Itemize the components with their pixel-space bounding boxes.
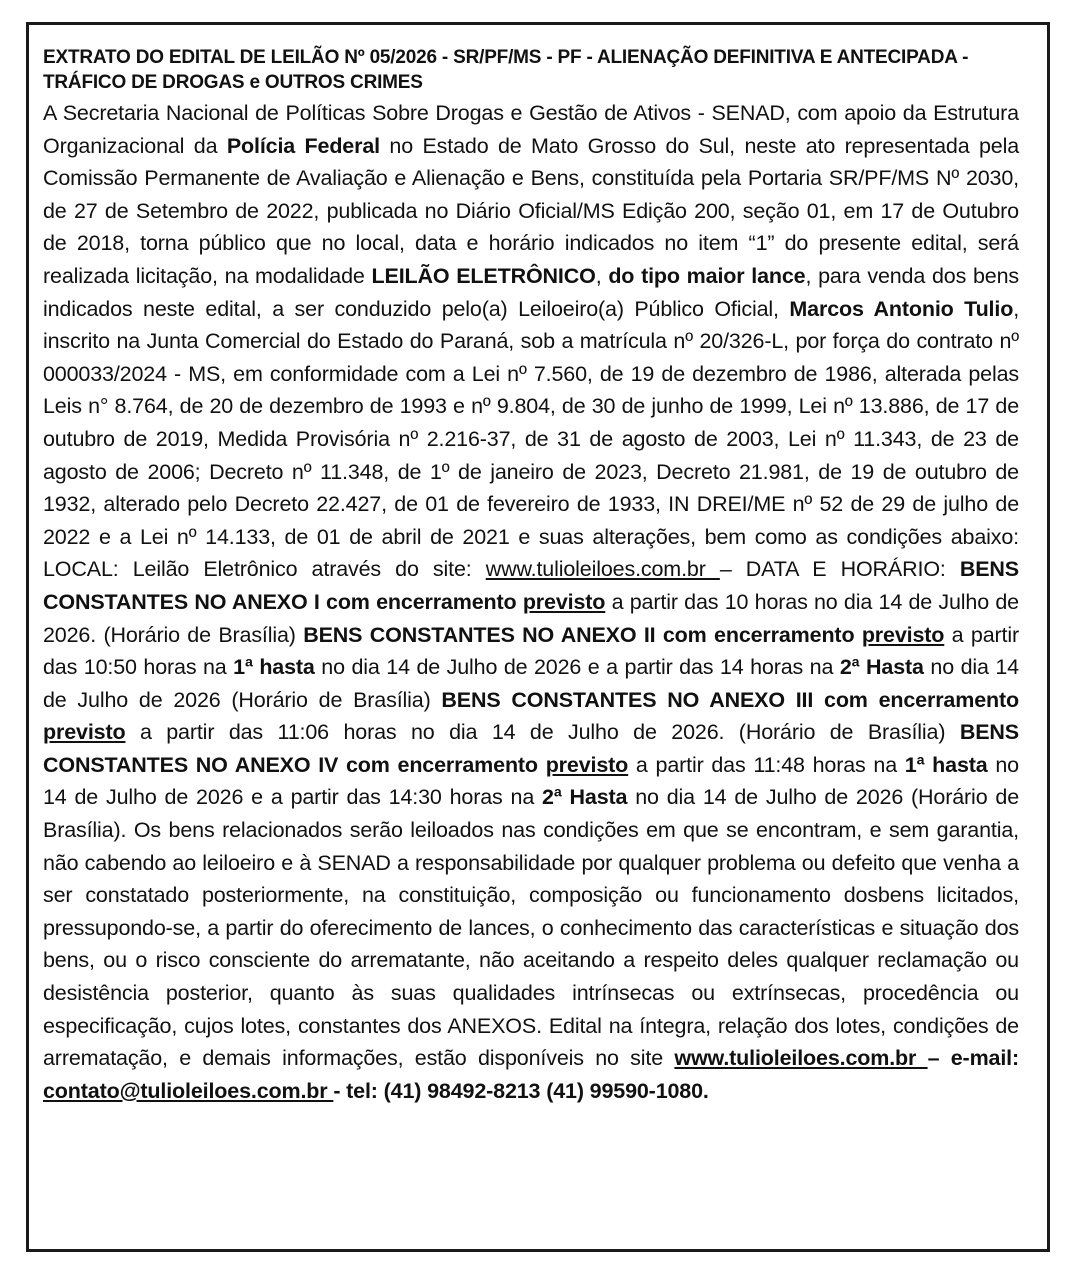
body-bold: BENS CONSTANTES NO ANEXO I com encerramento xyxy=(43,557,1019,614)
body-text: a partir das 10 horas no dia 14 de Julho de 2026. (Horário de Brasília) xyxy=(43,589,1019,647)
body-bold: BENS CONSTANTES NO ANEXO IV com encerramento xyxy=(43,720,1019,777)
body-bold: BENS CONSTANTES NO ANEXO III com encerramento xyxy=(441,687,1019,712)
website-link[interactable]: www.tulioleiloes.com.br xyxy=(485,557,720,582)
notice-frame xyxy=(26,22,1050,1252)
body-bold: 1ª hasta xyxy=(904,752,988,777)
body-bold-underline: previsto xyxy=(43,720,126,745)
email-label: – e-mail: xyxy=(927,1046,1019,1071)
body-text: a partir das 11:06 horas no dia 14 de Julho de 2026. (Horário de Brasília) xyxy=(125,720,960,745)
body-text: no dia 14 de Julho de 2026 (Horário de Brasília). Os bens relacionados serão leiloados nas condições em que se encontram, e sem garantia, não cabendo ao leiloeiro e à SENAD a responsabilidade por qualquer problema ou defeito que venha a ser constatado posteriormente, na constituição, composição ou funcionamento dosbens licitados, pressupondo-se, a partir do oferecimento de lances, o conhecimento das características e situação dos bens, ou o risco consciente do arrematante, não aceitando a respeito deles qualquer reclamação ou desistência posterior, quanto às suas qualidades intrínsecas ou extrínsecas, procedência ou especificação, cujos lotes, constantes dos ANEXOS. Edital na íntegra, relação dos lotes, condições de arrematação, e demais informações, estão disponíveis no site xyxy=(43,785,1020,1071)
body-text: no 14 de Julho de 2026 e a partir das 14:30 horas na xyxy=(43,752,1019,810)
body-text: , inscrito na Junta Comercial do Estado do Paraná, sob a matrícula nº 20/326-L, por força do contrato nº 000033/2024 - MS, em conformidade com a Lei nº 7.560, de 19 de dezembro de 1986, alterada pelas Leis n° 8.764, de 20 de dezembro de 1993 e nº 9.804, de 30 de junho de 1999, Lei nº 13.886, de 17 de outubro de 2019, Medida Provisória nº 2.216-37, de 31 de agosto de 2003, Lei nº 11.343, de 23 de agosto de 2006; Decreto nº 11.348, de 1º de janeiro de 2023, Decreto 21.981, de 19 de outubro de 1932, alterado pelo Decreto 22.427, de 01 de fevereiro de 1933, IN DREI/ME nº 52 de 29 de julho de 2022 e a Lei nº 14.133, de 01 de abril de 2021 e suas alterações, bem como as condições abaixo: LOCAL: Leilão Eletrônico através do site: xyxy=(43,296,1020,582)
body-bold: 2ª Hasta xyxy=(542,785,628,810)
body-bold: LEILÃO ELETRÔNICO xyxy=(371,263,596,288)
body-text: – DATA E HORÁRIO: xyxy=(719,557,960,582)
body-bold: 2ª Hasta xyxy=(839,655,924,680)
auctioneer-name: Marcos Antonio Tulio xyxy=(789,296,1014,321)
body-bold-underline: previsto xyxy=(861,622,945,647)
body-bold: 1ª hasta xyxy=(233,655,315,680)
phone-numbers: - tel: (41) 98492-8213 (41) 99590-1080. xyxy=(333,1078,709,1103)
body-text: a partir das 10:50 horas na xyxy=(43,622,1019,680)
body-bold-underline: previsto xyxy=(522,589,606,614)
body-bold: BENS CONSTANTES NO ANEXO II com encerramento xyxy=(303,622,862,647)
body-bold: Polícia Federal xyxy=(226,133,380,158)
body-text: no dia 14 de Julho de 2026 (Horário de Brasília) xyxy=(43,655,1019,712)
body-text: , para venda dos bens indicados neste edital, a ser conduzido pelo(a) Leiloeiro(a) Público Oficial, xyxy=(43,263,1019,321)
body-text: , xyxy=(595,263,609,288)
body-bold: do tipo maior lance xyxy=(608,263,806,288)
notice-title: EXTRATO DO EDITAL DE LEILÃO Nº 05/2026 - SR/PF/MS - PF - ALIENAÇÃO DEFINITIVA E ANTECIPADA - TRÁFICO DE DROGAS e OUTROS CRIMES xyxy=(43,47,969,93)
body-text: no dia 14 de Julho de 2026 e a partir das 14 horas na xyxy=(314,655,840,680)
body-text: no Estado de Mato Grosso do Sul, neste ato representada pela Comissão Permanente de Avaliação e Alienação e Bens, constituída pela Portaria SR/PF/MS Nº 2030, de 27 de Setembro de 2022, publicada no Diário Oficial/MS Edição 200, seção 01, em 17 de Outubro de 2018, torna público que no local, data e horário indicados no item “1” do presente edital, será realizada licitação, na modalidade xyxy=(43,133,1020,288)
body-text: a partir das 11:48 horas na xyxy=(628,752,905,777)
body-bold-underline: previsto xyxy=(545,752,629,777)
email-link[interactable]: contato@tulioleiloes.com.br xyxy=(43,1078,334,1103)
notice-body xyxy=(43,97,1019,1107)
website-link[interactable]: www.tulioleiloes.com.br xyxy=(674,1046,928,1071)
body-text: A Secretaria Nacional de Políticas Sobre Drogas e Gestão de Ativos - SENAD, com apoio da Estrutura Organizacional da xyxy=(43,101,1019,158)
